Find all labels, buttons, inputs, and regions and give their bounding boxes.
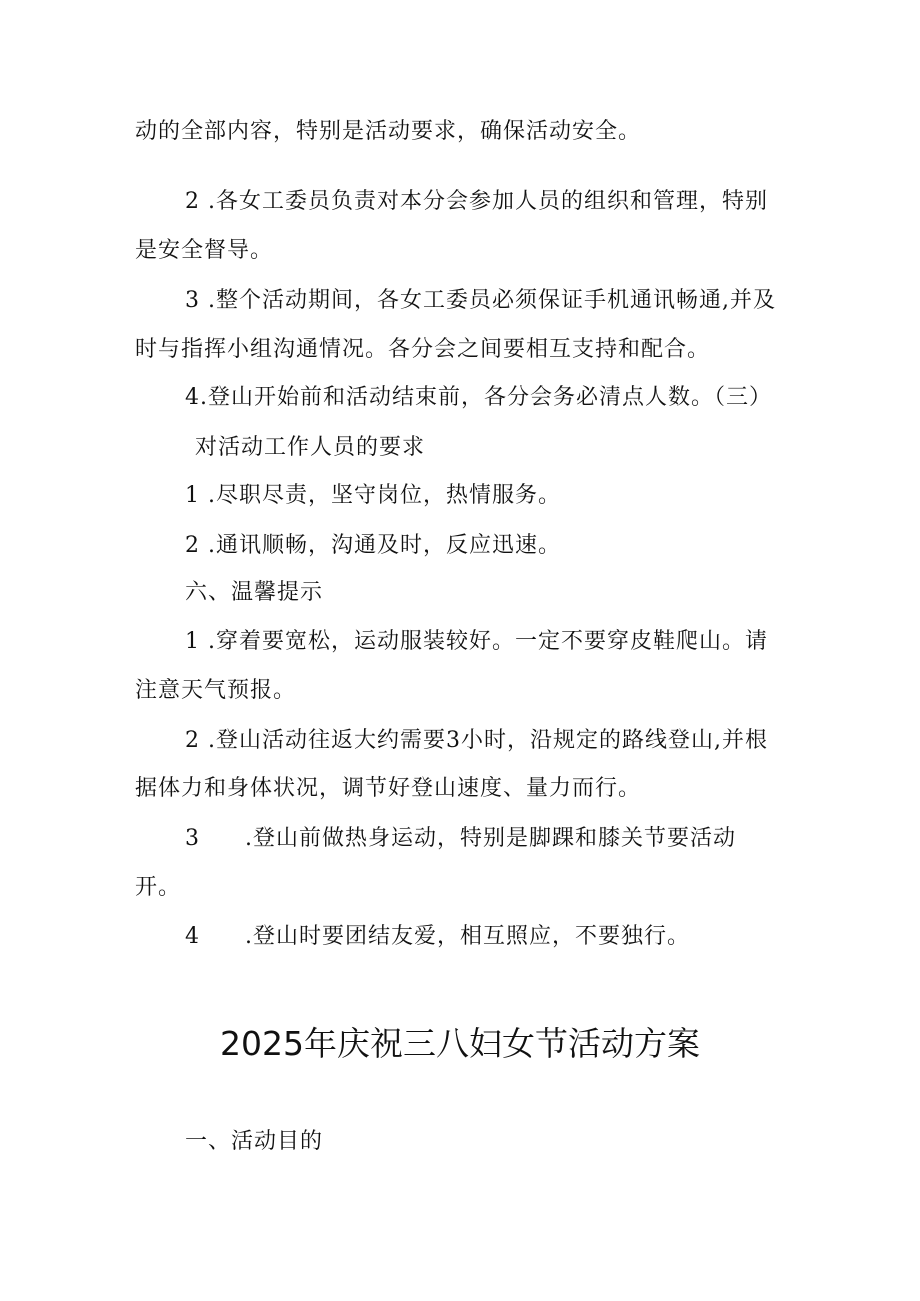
list-number: 3 — [185, 826, 200, 851]
paragraph-line: 2 .通讯顺畅，沟通及时，反应迅速。 — [185, 533, 561, 558]
paragraph-line: 1 .尽职尽责，坚守岗位，热情服务。 — [185, 483, 561, 508]
paragraph-line: 动的全部内容，特别是活动要求，确保活动安全。 — [135, 119, 642, 144]
paragraph-line: 注意天气预报。 — [135, 678, 297, 703]
paragraph-line: 2 .各女工委员负责对本分会参加人员的组织和管理，特别 — [185, 189, 768, 214]
paragraph-line: 对活动工作人员的要求 — [195, 435, 426, 460]
paragraph-line: 3 .整个活动期间，各女工委员必须保证手机通讯畅通,并及 — [185, 288, 776, 313]
paragraph-line: 是安全督导。 — [135, 238, 274, 263]
paragraph-line: 1 .穿着要宽松，运动服装较好。一定不要穿皮鞋爬山。请 — [185, 629, 768, 654]
paragraph-line: 据体力和身体状况，调节好登山速度、量力而行。 — [135, 776, 642, 801]
paragraph-line: .登山时要团结友爱，相互照应，不要独行。 — [245, 924, 690, 949]
paragraph-line: 开。 — [135, 875, 182, 900]
document-title: 2025年庆祝三八妇女节活动方案 — [220, 1024, 700, 1063]
paragraph-line: 4.登山开始前和活动结束前，各分会务必清点人数。（三） — [185, 385, 772, 410]
paragraph-line: 2 .登山活动往返大约需要3小时，沿规定的路线登山,并根 — [185, 728, 768, 753]
paragraph-line: 时与指挥小组沟通情况。各分会之间要相互支持和配合。 — [135, 337, 711, 362]
section-heading-tips: 六、温馨提示 — [185, 580, 324, 605]
paragraph-line: .登山前做热身运动，特别是脚踝和膝关节要活动 — [245, 826, 736, 851]
list-number: 4 — [185, 924, 200, 949]
section-heading-purpose: 一、活动目的 — [185, 1129, 324, 1154]
